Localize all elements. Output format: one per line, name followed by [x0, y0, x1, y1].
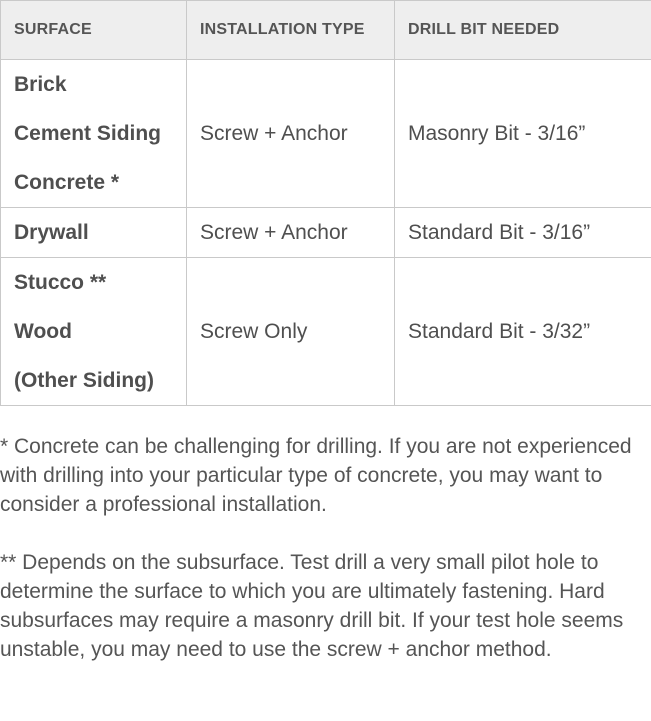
header-installation-type: INSTALLATION TYPE — [187, 1, 395, 60]
drill-bit-cell: Standard Bit - 3/16” — [395, 208, 651, 258]
drill-bit-cell: Masonry Bit - 3/16” — [395, 60, 651, 208]
surface-stucco: Stucco ** — [14, 271, 107, 294]
surface-brick: Brick — [14, 73, 67, 96]
table-row — [1, 258, 651, 406]
surface-wood: Wood — [14, 320, 72, 343]
surface-cell — [1, 208, 187, 258]
footnote-stucco: ** Depends on the subsurface. Test drill a very small pilot hole to determine the surface to which you are ultimately fastening. Hard subsurfaces may require a masonry drill bit. If your test hole seems unstable, you may need to use the screw + anchor method. — [0, 551, 624, 661]
surface-cement-siding: Cement Siding — [14, 122, 162, 145]
footnote-concrete: * Concrete can be challenging for drilling. If you are not experienced with drilling into your particular type of concrete, you may want to consider a professional installation. — [0, 435, 632, 516]
surface-cell — [1, 258, 187, 406]
surface-other-siding: (Other Siding) — [14, 369, 154, 392]
installation-type-cell: Screw + Anchor — [187, 60, 395, 208]
table-row — [1, 60, 651, 208]
installation-type-cell: Screw + Anchor — [187, 208, 395, 258]
drill-bit-cell: Standard Bit - 3/32” — [395, 258, 651, 406]
surface-cell — [1, 60, 187, 208]
footnotes — [0, 432, 651, 693]
table-row — [1, 208, 651, 258]
header-drill-bit-needed: DRILL BIT NEEDED — [395, 1, 651, 60]
surface-concrete: Concrete * — [14, 171, 120, 194]
installation-type-cell: Screw Only — [187, 258, 395, 406]
table-header-row — [1, 1, 651, 60]
header-surface: SURFACE — [1, 1, 187, 60]
surface-drywall: Drywall — [14, 221, 89, 244]
